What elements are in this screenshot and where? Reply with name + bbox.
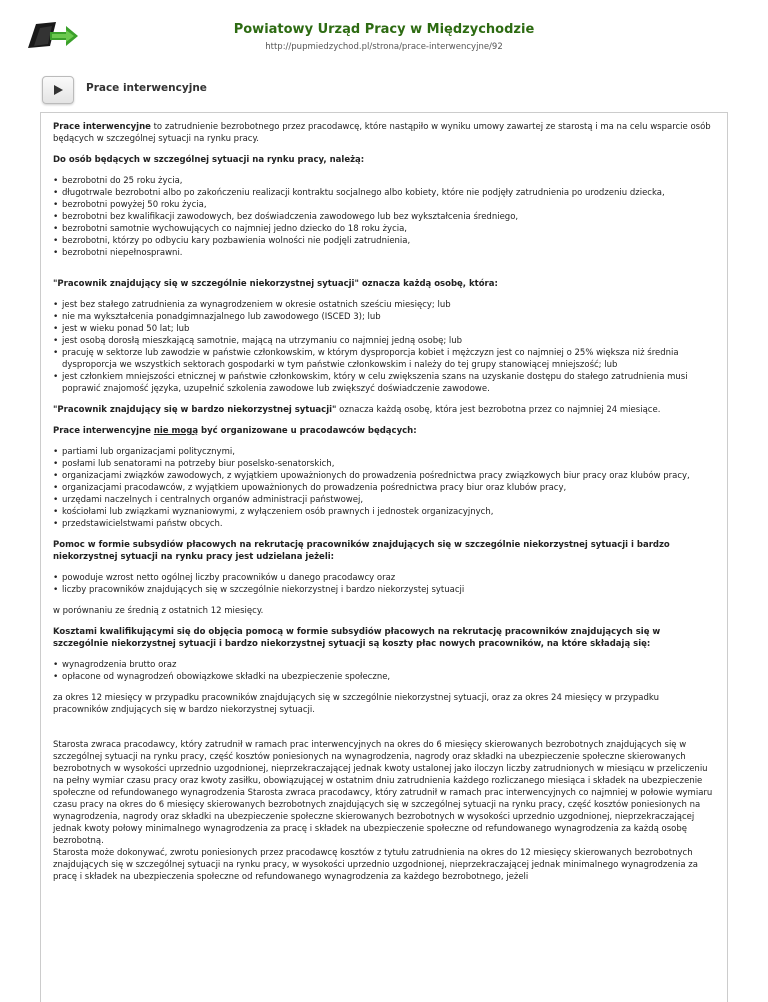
list-item: • wynagrodzenia brutto oraz <box>62 659 716 671</box>
section-heading-2: "Pracownik znajdujący się w szczególnie niekorzystnej sytuacji" oznacza każdą osobę, która: <box>53 279 498 289</box>
heading-underlined: nie mogą <box>153 426 199 436</box>
section-heading-4 <box>53 425 716 437</box>
paragraph-refund: Starosta zwraca pracodawcy, który zatrudnił w ramach prac interwencyjnych na okres do 6 miesięcy skierowanych bezrobotnych znajdujących się w szczególnej sytuacji na rynku pracy, część kosztów poniesionych na wynagrodzenia, nagrody oraz składki na ubezpieczenie społeczne skierowanych bezrobotnych w wysokości uprzednio uzgodnionej, nieprzekraczającej jednak kwoty ustalonej jako iloczyn liczby zatrudnionych w miesiącu w przeliczeniu na pełny wymiar czasu pracy oraz kwoty zasiłku, obowiązującej w ostatnim dniu zatrudnienia każdego rozliczanego miesiąca i składek na ubezpieczenie społeczne od refundowanego wynagrodzenia Starosta zwraca pracodawcy, który zatrudnił w ramach prac interwencyjnych co najmniej w połowie wymiaru czasu pracy na okres do 6 miesięcy skierowanych bezrobotnych znajdujących się w szczególnej sytuacji na rynku pracy, część kosztów poniesionych na wynagrodzenia, nagrody oraz składki na ubezpieczenie społeczne skierowanych bezrobotnych w wysokości uprzednio uzgodnionej, nieprzekraczającej jednak kwoty połowy minimalnego wynagrodzenia za pracę i składek na ubezpieczenie społeczne od refundowanego wynagrodzenia za każdą osobę bezrobotną. <box>53 740 713 846</box>
list-item: • partiami lub organizacjami politycznymi, <box>62 446 716 458</box>
list-6 <box>53 659 716 683</box>
list-item: • bezrobotni, którzy po odbyciu kary pozbawienia wolności nie podjęli zatrudnienia, <box>62 235 716 247</box>
paragraph-period: za okres 12 miesięcy w przypadku pracowników znajdujących się w szczególnie niekorzystnej sytuacji, oraz za okres 24 miesięcy w przypadku pracowników zndjujących się w bardzo niekorzystnej sytuacji. <box>53 693 659 715</box>
intro-paragraph <box>53 121 716 145</box>
list-5 <box>53 572 716 596</box>
list-item: • jest osobą dorosłą mieszkającą samotnie, mającą na utrzymaniu co najmniej jedną osobę; lub <box>62 335 716 347</box>
list-item: • bezrobotni samotnie wychowujących co najmniej jedno dziecko do 18 roku życia, <box>62 223 716 235</box>
paragraph-text: oznacza każdą osobę, która jest bezrobotna przez co najmniej 24 miesiące. <box>336 405 661 415</box>
list-item: • bezrobotni powyżej 50 roku życia, <box>62 199 716 211</box>
heading-part: być organizowane u pracodawców będących: <box>198 426 417 436</box>
list-item: • pracuję w sektorze lub zawodzie w państwie członkowskim, w którym dysproporcja kobiet i mężczyzn jest co najmniej o 25% większa niż średnia dysproporcja we wszystkich sektorach gospodarki w tym państwie członkowskim i należy do tej grupy stanowiącej mniejszość; lub <box>62 347 716 371</box>
list-item: • bezrobotni do 25 roku życia, <box>62 175 716 187</box>
list-item: • przedstawicielstwami państw obcych. <box>62 518 716 530</box>
list-2 <box>53 299 716 395</box>
list-item: • kościołami lub związkami wyznaniowymi, z wyłączeniem osób prawnych i jednostek organizacyjnych, <box>62 506 716 518</box>
list-item: • opłacone od wynagrodzeń obowiązkowe składki na ubezpieczenie społeczne, <box>62 671 716 683</box>
site-header <box>0 0 768 58</box>
list-item: • nie ma wykształcenia ponadgimnazjalnego lub zawodowego (ISCED 3); lub <box>62 311 716 323</box>
list-item: • długotrwale bezrobotni albo po zakończeniu realizacji kontraktu socjalnego albo kobiety, które nie podjęły zatrudnienia po urodzeniu dziecka, <box>62 187 716 199</box>
content-frame <box>40 112 728 1002</box>
list-item: • jest członkiem mniejszości etnicznej w państwie członkowskim, który w celu zwiększenia szans na uzyskanie dostępu do stałego zatrudnienia musi poprawić znajomość języka, uzupełnić szkolenia zawodowe lub zwiększyć doświadczenie zawodowe. <box>62 371 716 395</box>
bold-phrase: "Pracownik znajdujący się w bardzo niekorzystnej sytuacji" <box>53 405 337 415</box>
list-item: • organizacjami pracodawców, z wyjątkiem upoważnionych do prowadzenia pośrednictwa pracy biur oraz klubów pracy, <box>62 482 716 494</box>
paragraph-comparison: w porównaniu ze średnią z ostatnich 12 miesięcy. <box>53 606 264 616</box>
play-arrow-icon <box>53 85 63 95</box>
nav-button[interactable] <box>42 76 74 104</box>
list-4 <box>53 446 716 530</box>
section-heading-6: Kosztami kwalifikującymi się do objęcia pomocą w formie subsydiów płacowych na rekrutację pracowników znajdujących się w szczególnie niekorzystnej sytuacji i bardzo niekorzystnej sytuacji są koszty płac nowych pracowników, na które składają się: <box>53 627 661 649</box>
site-title: Powiatowy Urząd Pracy w Międzychodzie <box>233 22 535 37</box>
list-item: • jest w wieku ponad 50 lat; lub <box>62 323 716 335</box>
list-item: • organizacjami związków zawodowych, z wyjątkiem upoważnionych do prowadzenia pośrednictwa pracy związkowych biur pracy oraz klubów pracy, <box>62 470 716 482</box>
intro-text: to zatrudnienie bezrobotnego przez pracodawcę, które nastąpiło w wyniku umowy zawartej ze starostą i ma na celu wsparcie osób będących w szczególnej sytuacji na rynku pracy. <box>53 122 711 144</box>
list-item: • powoduje wzrost netto ogólnej liczby pracowników u danego pracodawcy oraz <box>62 572 716 584</box>
list-item: • bezrobotni niepełnosprawni. <box>62 247 716 259</box>
list-1 <box>53 175 716 259</box>
list-item: • posłami lub senatorami na potrzeby biur poselsko-senatorskich, <box>62 458 716 470</box>
list-item: • jest bez stałego zatrudnienia za wynagrodzeniem w okresie ostatnich sześciu miesięcy; lub <box>62 299 716 311</box>
page-url: http://pupmiedzychod.pl/strona/prace-interwencyjne/92 <box>265 42 503 52</box>
list-item: • liczby pracowników znajdujących się w szczególnie niekorzystnej i bardzo niekorzystej sytuacji <box>62 584 716 596</box>
intro-bold: Prace interwencyjne <box>53 122 151 132</box>
heading-part: Prace interwencyjne <box>53 426 154 436</box>
page-title: Prace interwencyjne <box>86 82 207 94</box>
paragraph-refund-2: Starosta może dokonywać, zwrotu poniesionych przez pracodawcę kosztów z tytułu zatrudnienia na okres do 12 miesięcy skierowanych bezrobotnych znajdujących się w szczególnej sytuacji na rynku pracy, w wysokości uprzednio uzgodnionej, nieprzekraczającej jednak minimalnego wynagrodzenia za pracę i składek na ubezpieczenia społeczne od refundowanego wynagrodzenia za każdego bezrobotnego, jeżeli <box>53 848 698 882</box>
list-item: • bezrobotni bez kwalifikacji zawodowych, bez doświadczenia zawodowego lub bez wykształcenia średniego, <box>62 211 716 223</box>
paragraph-very-unfavourable <box>53 404 716 416</box>
list-item: • urzędami naczelnych i centralnych organów administracji państwowej, <box>62 494 716 506</box>
section-heading-1: Do osób będących w szczególnej sytuacji na rynku pracy, należą: <box>53 155 365 165</box>
section-heading-5: Pomoc w formie subsydiów płacowych na rekrutację pracowników znajdujących się w szczególnie niekorzystnej sytuacji i bardzo niekorzystnej sytuacji na rynku pracy jest udzielana jeżeli: <box>53 540 670 562</box>
